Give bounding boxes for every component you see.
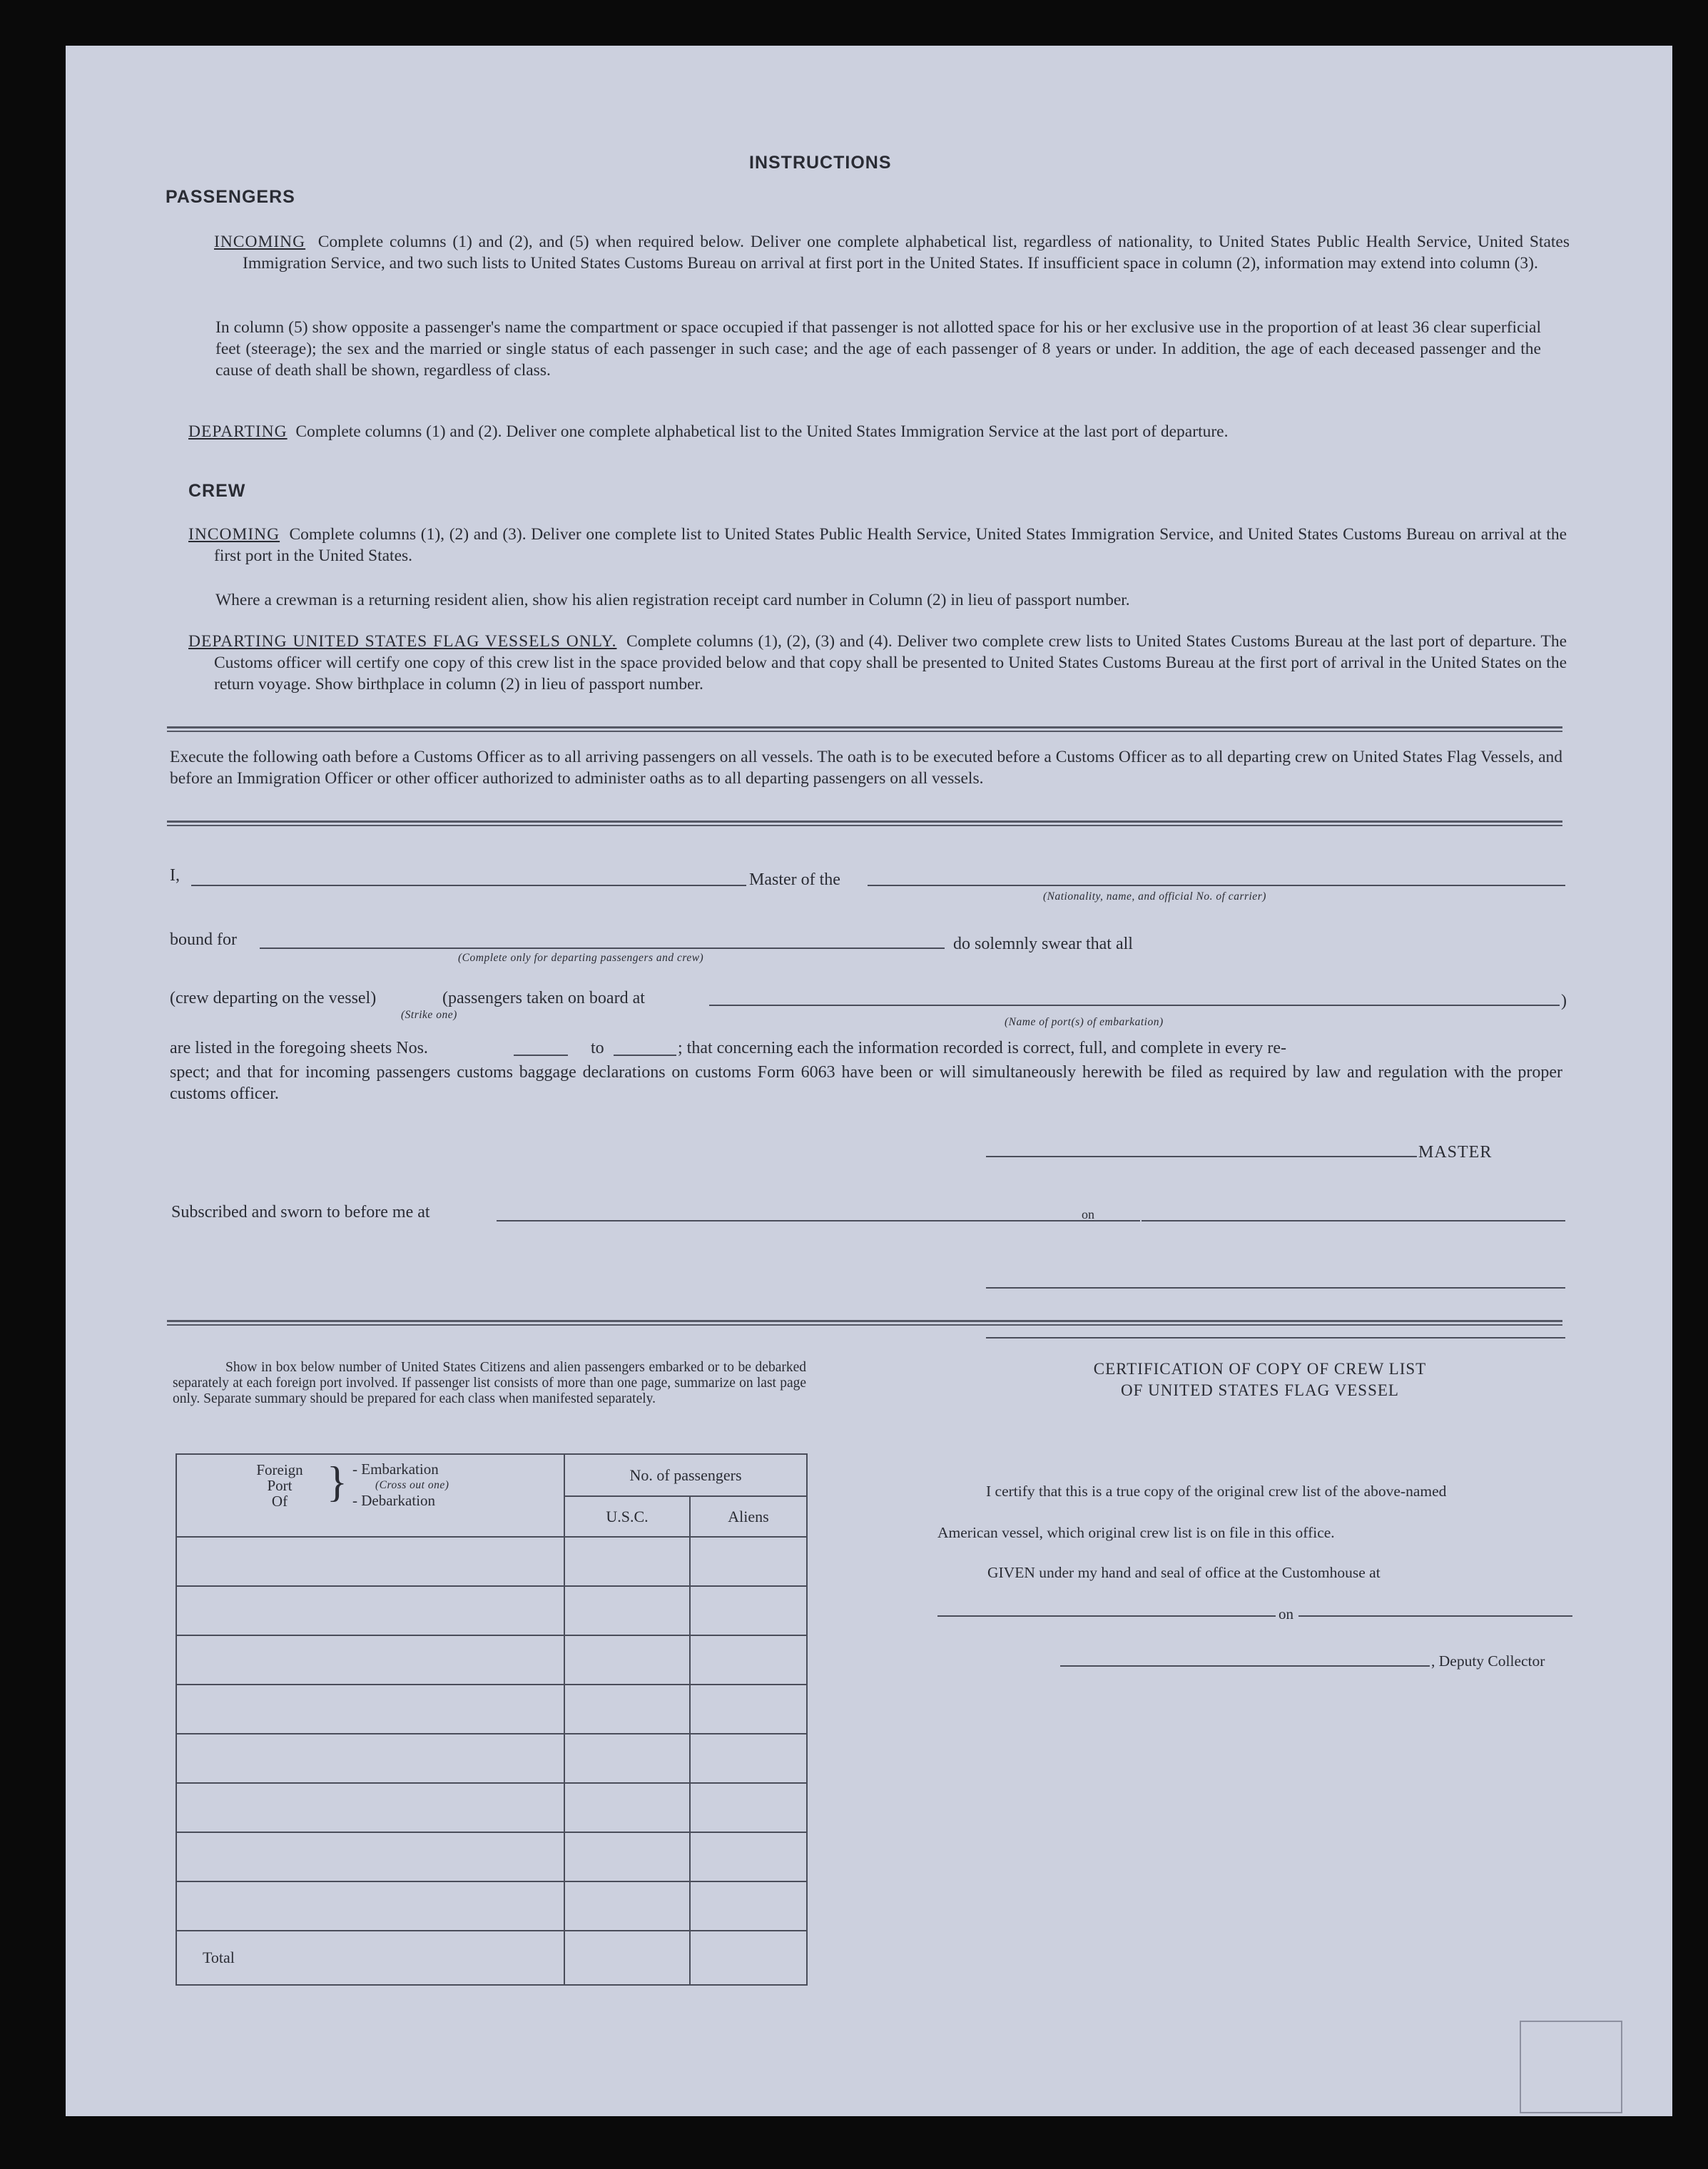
summary-instructions: Show in box below number of United States Citizens and alien passengers embarked or to be debarked separately at each foreign port involved. If passenger list consists of more than one page, summarize on last page only. Separate summary should be prepared for each class when manifested separately. — [173, 1360, 806, 1406]
aliens-cell[interactable] — [690, 1537, 807, 1586]
crew-departing-instructions — [188, 631, 1567, 695]
cert-on-label: on — [1279, 1605, 1293, 1622]
certification-title-line-1: CERTIFICATION OF COPY OF CREW LIST — [1093, 1360, 1427, 1378]
no-passengers-header: No. of passengers — [564, 1454, 807, 1496]
foreign-port-header-cell — [176, 1454, 564, 1537]
usc-cell[interactable] — [564, 1586, 690, 1635]
crew-departing-option[interactable]: (crew departing on the vessel) — [170, 989, 377, 1007]
passengers-incoming-label: INCOMING — [214, 233, 306, 251]
column5-instructions: In column (5) show opposite a passenger's name the compartment or space occupied if that passenger is not allotted space for his or her exclusive use in the proportion of at least 36 clear superficial feet (steerage); the sex and the married or single status of each passenger in such case; and the age of each passenger of 8 years or under. In addition, the age of each deceased passenger and the cause of death shall be shown, regardless of class. — [215, 318, 1541, 380]
master-label: MASTER — [1418, 1143, 1493, 1162]
crew-incoming-label: INCOMING — [188, 525, 280, 544]
brace-icon: } — [327, 1458, 347, 1505]
foreign-port-word-1: Foreign — [256, 1461, 303, 1478]
usc-cell[interactable] — [564, 1832, 690, 1881]
aliens-header: Aliens — [690, 1496, 807, 1537]
listed-continuation: ; that concerning each the information recorded is correct, full, and complete in every re- — [678, 1039, 1286, 1057]
total-label: Total — [176, 1931, 564, 1985]
usc-cell[interactable] — [564, 1734, 690, 1783]
listed-sheets-text: are listed in the foregoing sheets Nos. — [170, 1039, 428, 1057]
sworn-date-field[interactable] — [1142, 1220, 1565, 1221]
port-cell[interactable] — [176, 1881, 564, 1931]
certification-title — [927, 1358, 1592, 1401]
crew-heading: CREW — [188, 481, 246, 501]
port-cell[interactable] — [176, 1783, 564, 1832]
aliens-cell[interactable] — [690, 1635, 807, 1685]
officer-signature-line-2[interactable] — [986, 1337, 1565, 1339]
crew-resident-instructions: Where a crewman is a returning resident alien, show his alien registration receipt card number in Column (2) in lieu of passport number. — [215, 591, 1130, 609]
officer-signature-line-1[interactable] — [986, 1287, 1565, 1289]
aliens-cell[interactable] — [690, 1881, 807, 1931]
master-name-field[interactable] — [191, 885, 746, 886]
close-paren: ) — [1561, 992, 1567, 1010]
crew-incoming-text: Complete columns (1), (2) and (3). Deliver one complete list to United States Public Health Service, United States Immigration Service, and United States Customs Bureau on arrival at the first port in the United States. — [214, 525, 1567, 565]
carrier-note: (Nationality, name, and official No. of carrier) — [1043, 890, 1266, 903]
usc-cell[interactable] — [564, 1783, 690, 1832]
master-of-the-label: Master of the — [749, 870, 840, 889]
cross-out-note: (Cross out one) — [375, 1479, 449, 1491]
stamp-box — [1520, 2021, 1622, 2113]
passengers-departing-label: DEPARTING — [188, 422, 288, 441]
foreign-port-word-3: Of — [271, 1493, 288, 1510]
bound-for-note: (Complete only for departing passengers and crew) — [458, 952, 704, 964]
customhouse-field[interactable] — [937, 1615, 1276, 1617]
usc-cell[interactable] — [564, 1635, 690, 1685]
passengers-incoming-text: Complete columns (1) and (2), and (5) when required below. Deliver one complete alphabetical list, regardless of nationality, to United States Public Health Service, United States Immigration Service, and two such lists to United States Customs Bureau on arrival at first port in the United States. If insufficient space in column (2), information may extend into column (3). — [243, 233, 1570, 273]
deputy-signature-field[interactable] — [1060, 1665, 1430, 1667]
foreign-port-word-2: Port — [267, 1477, 293, 1494]
passengers-departing-instructions — [188, 421, 1567, 442]
divider-1 — [167, 726, 1562, 732]
cert-date-field[interactable] — [1298, 1615, 1572, 1617]
crew-departing-text: Complete columns (1), (2), (3) and (4). Deliver two complete crew lists to United States Customs Bureau at the last port of departure. The Customs officer will certify one copy of this crew list in the space provided below and that copy shall be presented to United States Customs Bureau at the first port of arrival in the United States on the return voyage. Show birthplace in column (2) in lieu of passport number. — [214, 632, 1567, 694]
oath-intro: Execute the following oath before a Customs Officer as to all arriving passengers on all vessels. The oath is to be executed before a Customs Officer as to all departing crew on United States Flag Vessels, and before an Immigration Officer or other officer authorized to administer oaths as to all departing passengers on all vessels. — [170, 748, 1562, 788]
usc-cell[interactable] — [564, 1685, 690, 1734]
listed-to: to — [591, 1039, 604, 1057]
ports-embarkation-field[interactable] — [709, 1005, 1560, 1006]
foreign-port-label — [251, 1462, 308, 1509]
master-signature-field[interactable] — [986, 1156, 1417, 1157]
swear-text: do solemnly swear that all — [953, 935, 1133, 953]
debarkation-option[interactable]: - Debarkation — [352, 1492, 436, 1509]
instructions-title: INSTRUCTIONS — [749, 153, 892, 173]
port-cell[interactable] — [176, 1537, 564, 1586]
bound-for-field[interactable] — [260, 948, 945, 949]
passengers-heading: PASSENGERS — [166, 187, 295, 207]
oath-spect-text: spect; and that for incoming passengers customs baggage declarations on customs Form 6063 have been or will simultaneously herewith be filed as required by law and regulation with the proper customs officer. — [170, 1063, 1562, 1103]
divider-2 — [167, 821, 1562, 826]
usc-cell[interactable] — [564, 1537, 690, 1586]
listed-sheets-line — [170, 1039, 428, 1058]
deputy-collector-label: , Deputy Collector — [1431, 1652, 1545, 1670]
aliens-cell[interactable] — [690, 1586, 807, 1635]
sheet-to-field[interactable] — [614, 1055, 676, 1056]
divider-3 — [167, 1320, 1562, 1326]
usc-cell[interactable] — [564, 1881, 690, 1931]
usc-header: U.S.C. — [564, 1496, 690, 1537]
crew-incoming-instructions — [188, 524, 1567, 567]
ports-note: (Name of port(s) of embarkation) — [1005, 1016, 1164, 1028]
subscribed-label: Subscribed and sworn to before me at — [171, 1203, 430, 1221]
certification-title-line-2: OF UNITED STATES FLAG VESSEL — [1121, 1381, 1399, 1399]
carrier-field[interactable] — [868, 885, 1565, 886]
port-cell[interactable] — [176, 1685, 564, 1734]
aliens-cell[interactable] — [690, 1783, 807, 1832]
passenger-summary-table — [176, 1453, 808, 1986]
strike-one-note: (Strike one) — [401, 1009, 457, 1021]
port-cell[interactable] — [176, 1832, 564, 1881]
passengers-taken-option[interactable]: (passengers taken on board at — [442, 989, 645, 1007]
aliens-cell[interactable] — [690, 1832, 807, 1881]
oath-i: I, — [170, 866, 180, 885]
port-cell[interactable] — [176, 1586, 564, 1635]
given-line: GIVEN under my hand and seal of office at the Customhouse at — [987, 1564, 1381, 1581]
passengers-incoming-instructions — [214, 231, 1570, 274]
sheet-from-field[interactable] — [514, 1055, 568, 1056]
passengers-departing-text: Complete columns (1) and (2). Deliver one complete alphabetical list to the United States Immigration Service at the last port of departure. — [295, 422, 1229, 441]
form-page — [66, 46, 1672, 2116]
sworn-place-field[interactable] — [497, 1220, 1140, 1221]
certify-line-1: I certify that this is a true copy of the original crew list of the above-named — [986, 1483, 1447, 1500]
usc-total-cell[interactable] — [564, 1931, 690, 1985]
port-cell[interactable] — [176, 1635, 564, 1685]
crew-departing-label: DEPARTING UNITED STATES FLAG VESSELS ONLY. — [188, 632, 617, 651]
bound-for-label: bound for — [170, 930, 237, 949]
port-cell[interactable] — [176, 1734, 564, 1783]
aliens-cell[interactable] — [690, 1734, 807, 1783]
embarkation-option[interactable]: - Embarkation — [352, 1461, 439, 1478]
aliens-cell[interactable] — [690, 1685, 807, 1734]
certify-line-2: American vessel, which original crew list is on file in this office. — [937, 1524, 1335, 1541]
sworn-on-label: on — [1082, 1207, 1094, 1221]
aliens-total-cell[interactable] — [690, 1931, 807, 1985]
